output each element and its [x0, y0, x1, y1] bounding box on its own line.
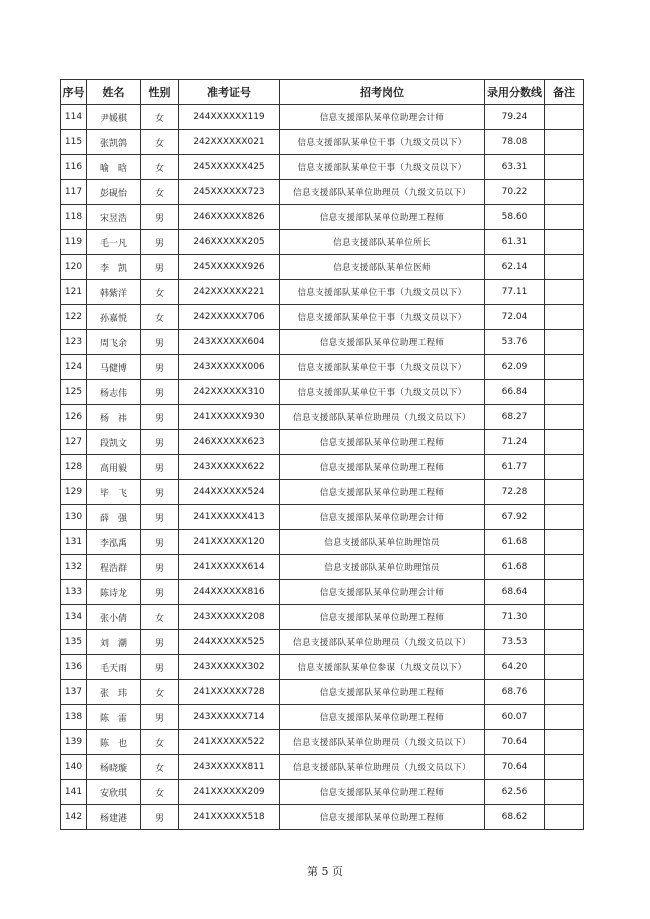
- name-cell: 陈诗龙: [87, 580, 141, 605]
- gender-cell: 男: [141, 505, 179, 530]
- position-cell: 信息支援部队某单位助理工程师: [280, 330, 485, 355]
- score-cell: 53.76: [485, 330, 545, 355]
- gender-cell: 男: [141, 630, 179, 655]
- score-cell: 62.09: [485, 355, 545, 380]
- name-cell: 马健博: [87, 355, 141, 380]
- seq-cell: 132: [61, 555, 87, 580]
- gender-cell: 男: [141, 205, 179, 230]
- exam-id-cell: 243XXXXXX604: [179, 330, 280, 355]
- gender-cell: 男: [141, 555, 179, 580]
- seq-cell: 121: [61, 280, 87, 305]
- table-row: [61, 280, 584, 305]
- table-row: [61, 655, 584, 680]
- score-cell: 71.30: [485, 605, 545, 630]
- gender-cell: 男: [141, 655, 179, 680]
- seq-cell: 142: [61, 805, 87, 830]
- name-cell: 彭砚怡: [87, 180, 141, 205]
- exam-id-cell: 243XXXXXX622: [179, 455, 280, 480]
- remarks-cell: [545, 455, 584, 480]
- exam-id-cell: 244XXXXXX525: [179, 630, 280, 655]
- exam-id-cell: 246XXXXXX623: [179, 430, 280, 455]
- position-cell: 信息支援部队某单位助理员（九级文员以下）: [280, 630, 485, 655]
- score-cell: 58.60: [485, 205, 545, 230]
- remarks-cell: [545, 505, 584, 530]
- seq-cell: 140: [61, 755, 87, 780]
- name-cell: 高用毅: [87, 455, 141, 480]
- position-cell: 信息支援部队某单位助理工程师: [280, 805, 485, 830]
- gender-cell: 男: [141, 230, 179, 255]
- seq-cell: 141: [61, 780, 87, 805]
- name-cell: 陈 雷: [87, 705, 141, 730]
- position-cell: 信息支援部队某单位助理工程师: [280, 480, 485, 505]
- name-cell: 杨晓璇: [87, 755, 141, 780]
- gender-cell: 男: [141, 430, 179, 455]
- gender-cell: 男: [141, 455, 179, 480]
- remarks-cell: [545, 805, 584, 830]
- position-cell: 信息支援部队某单位医师: [280, 255, 485, 280]
- gender-cell: 男: [141, 530, 179, 555]
- seq-cell: 139: [61, 730, 87, 755]
- score-cell: 60.07: [485, 705, 545, 730]
- table-row: [61, 780, 584, 805]
- gender-cell: 女: [141, 730, 179, 755]
- name-cell: 杨建港: [87, 805, 141, 830]
- table-row: [61, 430, 584, 455]
- table-row: [61, 730, 584, 755]
- exam-id-cell: 241XXXXXX614: [179, 555, 280, 580]
- table-row: [61, 530, 584, 555]
- position-cell: 信息支援部队某单位助理工程师: [280, 680, 485, 705]
- score-cell: 70.64: [485, 755, 545, 780]
- name-cell: 张 玮: [87, 680, 141, 705]
- position-cell: 信息支援部队某单位助理会计师: [280, 580, 485, 605]
- name-cell: 安欣琪: [87, 780, 141, 805]
- remarks-cell: [545, 580, 584, 605]
- remarks-cell: [545, 405, 584, 430]
- score-cell: 67.92: [485, 505, 545, 530]
- score-cell: 61.68: [485, 530, 545, 555]
- table-row: [61, 480, 584, 505]
- position-cell: 信息支援部队某单位助理员（九级文员以下）: [280, 730, 485, 755]
- score-cell: 70.64: [485, 730, 545, 755]
- position-cell: 信息支援部队某单位所长: [280, 230, 485, 255]
- gender-cell: 男: [141, 255, 179, 280]
- header-gender: 性别: [141, 80, 179, 105]
- position-cell: 信息支援部队某单位干事（九级文员以下）: [280, 305, 485, 330]
- score-cell: 61.68: [485, 555, 545, 580]
- remarks-cell: [545, 205, 584, 230]
- gender-cell: 男: [141, 355, 179, 380]
- name-cell: 杨 祎: [87, 405, 141, 430]
- position-cell: 信息支援部队某单位助理员（九级文员以下）: [280, 405, 485, 430]
- table-row: [61, 805, 584, 830]
- table-row: [61, 705, 584, 730]
- table-row: [61, 355, 584, 380]
- exam-id-cell: 242XXXXXX221: [179, 280, 280, 305]
- gender-cell: 女: [141, 605, 179, 630]
- score-cell: 61.77: [485, 455, 545, 480]
- name-cell: 张小倩: [87, 605, 141, 630]
- name-cell: 刘 潮: [87, 630, 141, 655]
- seq-cell: 118: [61, 205, 87, 230]
- position-cell: 信息支援部队某单位助理工程师: [280, 780, 485, 805]
- exam-id-cell: 241XXXXXX522: [179, 730, 280, 755]
- position-cell: 信息支援部队某单位助理会计师: [280, 505, 485, 530]
- seq-cell: 115: [61, 130, 87, 155]
- header-name: 姓名: [87, 80, 141, 105]
- exam-id-cell: 245XXXXXX723: [179, 180, 280, 205]
- remarks-cell: [545, 105, 584, 130]
- score-cell: 68.62: [485, 805, 545, 830]
- remarks-cell: [545, 130, 584, 155]
- name-cell: 杨志伟: [87, 380, 141, 405]
- name-cell: 喻 晗: [87, 155, 141, 180]
- name-cell: 李泓禹: [87, 530, 141, 555]
- page-number: 第 5 页: [307, 865, 343, 878]
- name-cell: 李 凯: [87, 255, 141, 280]
- score-cell: 63.31: [485, 155, 545, 180]
- exam-id-cell: 246XXXXXX205: [179, 230, 280, 255]
- table-row: [61, 580, 584, 605]
- position-cell: 信息支援部队某单位助理馆员: [280, 530, 485, 555]
- gender-cell: 女: [141, 755, 179, 780]
- score-cell: 61.31: [485, 230, 545, 255]
- score-cell: 66.84: [485, 380, 545, 405]
- seq-cell: 122: [61, 305, 87, 330]
- score-cell: 77.11: [485, 280, 545, 305]
- remarks-cell: [545, 530, 584, 555]
- gender-cell: 女: [141, 105, 179, 130]
- position-cell: 信息支援部队某单位助理员（九级文员以下）: [280, 755, 485, 780]
- exam-id-cell: 241XXXXXX930: [179, 405, 280, 430]
- exam-id-cell: 241XXXXXX120: [179, 530, 280, 555]
- name-cell: 段凯文: [87, 430, 141, 455]
- remarks-cell: [545, 480, 584, 505]
- remarks-cell: [545, 555, 584, 580]
- name-cell: 毕 飞: [87, 480, 141, 505]
- position-cell: 信息支援部队某单位干事（九级文员以下）: [280, 130, 485, 155]
- name-cell: 陈 也: [87, 730, 141, 755]
- remarks-cell: [545, 355, 584, 380]
- remarks-cell: [545, 780, 584, 805]
- seq-cell: 120: [61, 255, 87, 280]
- exam-id-cell: 244XXXXXX524: [179, 480, 280, 505]
- score-cell: 68.64: [485, 580, 545, 605]
- score-cell: 79.24: [485, 105, 545, 130]
- table-body: [61, 105, 584, 830]
- exam-id-cell: 241XXXXXX209: [179, 780, 280, 805]
- exam-id-cell: 243XXXXXX714: [179, 705, 280, 730]
- remarks-cell: [545, 730, 584, 755]
- position-cell: 信息支援部队某单位干事（九级文员以下）: [280, 380, 485, 405]
- exam-id-cell: 243XXXXXX302: [179, 655, 280, 680]
- seq-cell: 131: [61, 530, 87, 555]
- exam-id-cell: 242XXXXXX310: [179, 380, 280, 405]
- name-cell: 薛 强: [87, 505, 141, 530]
- remarks-cell: [545, 430, 584, 455]
- exam-id-cell: 241XXXXXX518: [179, 805, 280, 830]
- seq-cell: 125: [61, 380, 87, 405]
- name-cell: 宋昱浩: [87, 205, 141, 230]
- name-cell: 孙嘉悦: [87, 305, 141, 330]
- name-cell: 毛一凡: [87, 230, 141, 255]
- table-row: [61, 605, 584, 630]
- score-cell: 78.08: [485, 130, 545, 155]
- remarks-cell: [545, 230, 584, 255]
- remarks-cell: [545, 330, 584, 355]
- seq-cell: 119: [61, 230, 87, 255]
- header-position: 招考岗位: [280, 80, 485, 105]
- table-row: [61, 505, 584, 530]
- table-row: [61, 105, 584, 130]
- position-cell: 信息支援部队某单位助理会计师: [280, 105, 485, 130]
- table-row: [61, 305, 584, 330]
- gender-cell: 男: [141, 330, 179, 355]
- exam-id-cell: 244XXXXXX119: [179, 105, 280, 130]
- name-cell: 张凯鸽: [87, 130, 141, 155]
- table-header-row: [61, 80, 584, 105]
- seq-cell: 116: [61, 155, 87, 180]
- position-cell: 信息支援部队某单位干事（九级文员以下）: [280, 355, 485, 380]
- seq-cell: 130: [61, 505, 87, 530]
- table-row: [61, 180, 584, 205]
- seq-cell: 123: [61, 330, 87, 355]
- table-row: [61, 330, 584, 355]
- remarks-cell: [545, 155, 584, 180]
- score-cell: 62.14: [485, 255, 545, 280]
- score-cell: 64.20: [485, 655, 545, 680]
- seq-cell: 129: [61, 480, 87, 505]
- exam-id-cell: 243XXXXXX006: [179, 355, 280, 380]
- remarks-cell: [545, 380, 584, 405]
- gender-cell: 女: [141, 680, 179, 705]
- gender-cell: 女: [141, 305, 179, 330]
- remarks-cell: [545, 755, 584, 780]
- name-cell: 尹媛棋: [87, 105, 141, 130]
- exam-id-cell: 241XXXXXX728: [179, 680, 280, 705]
- exam-id-cell: 242XXXXXX021: [179, 130, 280, 155]
- table-row: [61, 630, 584, 655]
- remarks-cell: [545, 630, 584, 655]
- gender-cell: 男: [141, 380, 179, 405]
- exam-id-cell: 241XXXXXX413: [179, 505, 280, 530]
- remarks-cell: [545, 705, 584, 730]
- name-cell: 周飞余: [87, 330, 141, 355]
- remarks-cell: [545, 255, 584, 280]
- position-cell: 信息支援部队某单位助理工程师: [280, 455, 485, 480]
- exam-id-cell: 244XXXXXX816: [179, 580, 280, 605]
- seq-cell: 135: [61, 630, 87, 655]
- table-row: [61, 680, 584, 705]
- score-cell: 68.76: [485, 680, 545, 705]
- position-cell: 信息支援部队某单位干事（九级文员以下）: [280, 280, 485, 305]
- score-cell: 71.24: [485, 430, 545, 455]
- name-cell: 程浩群: [87, 555, 141, 580]
- remarks-cell: [545, 280, 584, 305]
- position-cell: 信息支援部队某单位助理工程师: [280, 430, 485, 455]
- results-table: [60, 79, 584, 830]
- seq-cell: 137: [61, 680, 87, 705]
- table-row: [61, 555, 584, 580]
- results-table-container: [60, 79, 584, 830]
- table-row: [61, 230, 584, 255]
- header-remarks: 备注: [545, 80, 584, 105]
- seq-cell: 127: [61, 430, 87, 455]
- seq-cell: 136: [61, 655, 87, 680]
- seq-cell: 126: [61, 405, 87, 430]
- name-cell: 韩紫洋: [87, 280, 141, 305]
- position-cell: 信息支援部队某单位干事（九级文员以下）: [280, 155, 485, 180]
- table-row: [61, 380, 584, 405]
- remarks-cell: [545, 180, 584, 205]
- gender-cell: 男: [141, 405, 179, 430]
- table-row: [61, 455, 584, 480]
- score-cell: 73.53: [485, 630, 545, 655]
- position-cell: 信息支援部队某单位助理工程师: [280, 605, 485, 630]
- exam-id-cell: 243XXXXXX208: [179, 605, 280, 630]
- table-row: [61, 205, 584, 230]
- score-cell: 68.27: [485, 405, 545, 430]
- seq-cell: 128: [61, 455, 87, 480]
- gender-cell: 男: [141, 805, 179, 830]
- remarks-cell: [545, 605, 584, 630]
- table-row: [61, 755, 584, 780]
- exam-id-cell: 242XXXXXX706: [179, 305, 280, 330]
- seq-cell: 134: [61, 605, 87, 630]
- table-row: [61, 155, 584, 180]
- table-row: [61, 255, 584, 280]
- name-cell: 毛天雨: [87, 655, 141, 680]
- gender-cell: 男: [141, 580, 179, 605]
- table-row: [61, 130, 584, 155]
- seq-cell: 124: [61, 355, 87, 380]
- position-cell: 信息支援部队某单位助理工程师: [280, 705, 485, 730]
- remarks-cell: [545, 655, 584, 680]
- position-cell: 信息支援部队某单位助理员（九级文员以下）: [280, 180, 485, 205]
- header-exam-id: 准考证号: [179, 80, 280, 105]
- gender-cell: 女: [141, 280, 179, 305]
- remarks-cell: [545, 680, 584, 705]
- score-cell: 72.04: [485, 305, 545, 330]
- exam-id-cell: 245XXXXXX425: [179, 155, 280, 180]
- header-seq: 序号: [61, 80, 87, 105]
- gender-cell: 男: [141, 480, 179, 505]
- remarks-cell: [545, 305, 584, 330]
- header-score-line: 录用分数线: [485, 80, 545, 105]
- exam-id-cell: 243XXXXXX811: [179, 755, 280, 780]
- score-cell: 62.56: [485, 780, 545, 805]
- gender-cell: 女: [141, 780, 179, 805]
- seq-cell: 133: [61, 580, 87, 605]
- gender-cell: 男: [141, 705, 179, 730]
- seq-cell: 138: [61, 705, 87, 730]
- score-cell: 70.22: [485, 180, 545, 205]
- seq-cell: 114: [61, 105, 87, 130]
- exam-id-cell: 246XXXXXX826: [179, 205, 280, 230]
- seq-cell: 117: [61, 180, 87, 205]
- position-cell: 信息支援部队某单位参谋（九级文员以下）: [280, 655, 485, 680]
- exam-id-cell: 245XXXXXX926: [179, 255, 280, 280]
- position-cell: 信息支援部队某单位助理工程师: [280, 205, 485, 230]
- position-cell: 信息支援部队某单位助理馆员: [280, 555, 485, 580]
- score-cell: 72.28: [485, 480, 545, 505]
- gender-cell: 女: [141, 180, 179, 205]
- table-row: [61, 405, 584, 430]
- gender-cell: 女: [141, 155, 179, 180]
- gender-cell: 女: [141, 130, 179, 155]
